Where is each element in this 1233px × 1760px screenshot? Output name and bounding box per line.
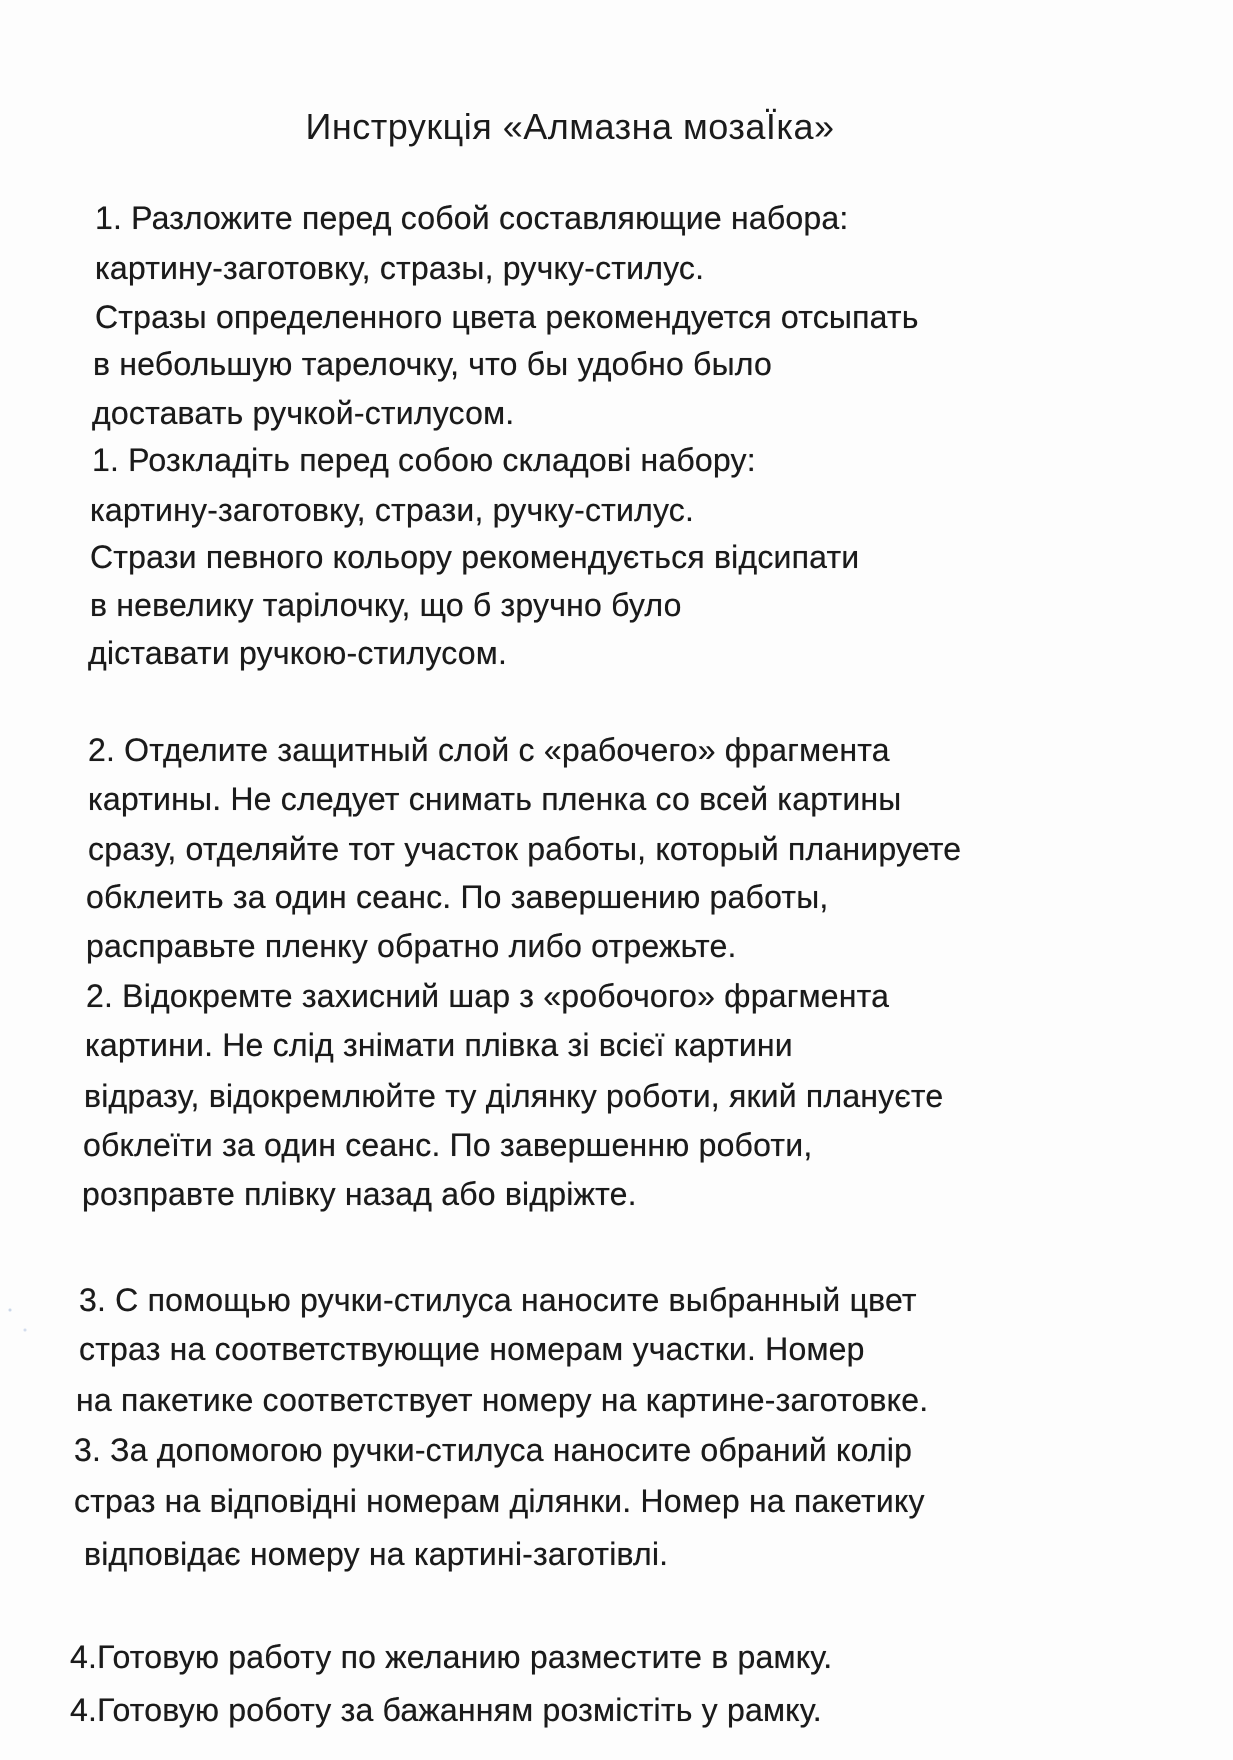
instruction-line: 2. Відокремте захисний шар з «робочого» фрагмента (86, 978, 890, 1014)
instruction-line: в небольшую тарелочку, что бы удобно было (93, 346, 773, 382)
instruction-line: картини. Не слід знімати плівка зі всієї картини (85, 1027, 793, 1063)
instruction-line: розправте плівку назад або відріжте. (82, 1176, 637, 1212)
instruction-line: діставати ручкою-стилусом. (88, 635, 508, 671)
instruction-line: на пакетике соответствует номеру на картине-заготовке. (76, 1382, 929, 1418)
instruction-line: відповідає номеру на картині-заготівлі. (84, 1536, 669, 1572)
instruction-line: картину-заготовку, стрази, ручку-стилус. (90, 492, 695, 528)
instruction-line: страз на соответствующие номерам участки. Номер (79, 1331, 865, 1367)
document-title: Инструкція «Алмазна мозаЇка» (305, 106, 835, 147)
instruction-line: відразу, відокремлюйте ту ділянку роботи, який плануєте (84, 1078, 944, 1114)
instruction-line: доставать ручкой-стилусом. (92, 395, 515, 431)
instruction-line: 4.Готовую работу по желанию разместите в рамку. (70, 1639, 833, 1675)
instruction-line: Стрази певного кольору рекомендується відсипати (90, 539, 860, 575)
scan-artifact (0, 1290, 40, 1350)
instruction-line: Стразы определенного цвета рекомендуется отсыпать (95, 299, 919, 335)
instruction-line: страз на відповідні номерам ділянки. Номер на пакетику (74, 1483, 925, 1519)
instruction-line: сразу, отделяйте тот участок работы, который планируете (88, 831, 962, 867)
instruction-line: картину-заготовку, стразы, ручку-стилус. (95, 250, 705, 286)
instruction-line: 3. За допомогою ручки-стилуса наносите обраний колір (74, 1432, 913, 1468)
instruction-line: в невелику тарілочку, що б зручно було (90, 587, 682, 623)
instruction-line: обклеить за один сеанс. По завершению работы, (86, 879, 829, 915)
instruction-line: 1. Розкладіть перед собою складові набору: (92, 442, 756, 478)
instruction-line: 2. Отделите защитный слой с «рабочего» фрагмента (88, 732, 890, 768)
instruction-line: 3. С помощью ручки-стилуса наносите выбранный цвет (79, 1282, 917, 1318)
instruction-line: расправьте пленку обратно либо отрежьте. (86, 928, 737, 964)
instruction-line: обклеїти за один сеанс. По завершенню роботи, (83, 1127, 813, 1163)
instruction-line: 4.Готовую роботу за бажанням розмістіть у рамку. (70, 1692, 822, 1728)
instruction-line: картины. Не следует снимать пленка со всей картины (88, 781, 902, 817)
instruction-line: 1. Разложите перед собой составляющие набора: (95, 200, 849, 236)
